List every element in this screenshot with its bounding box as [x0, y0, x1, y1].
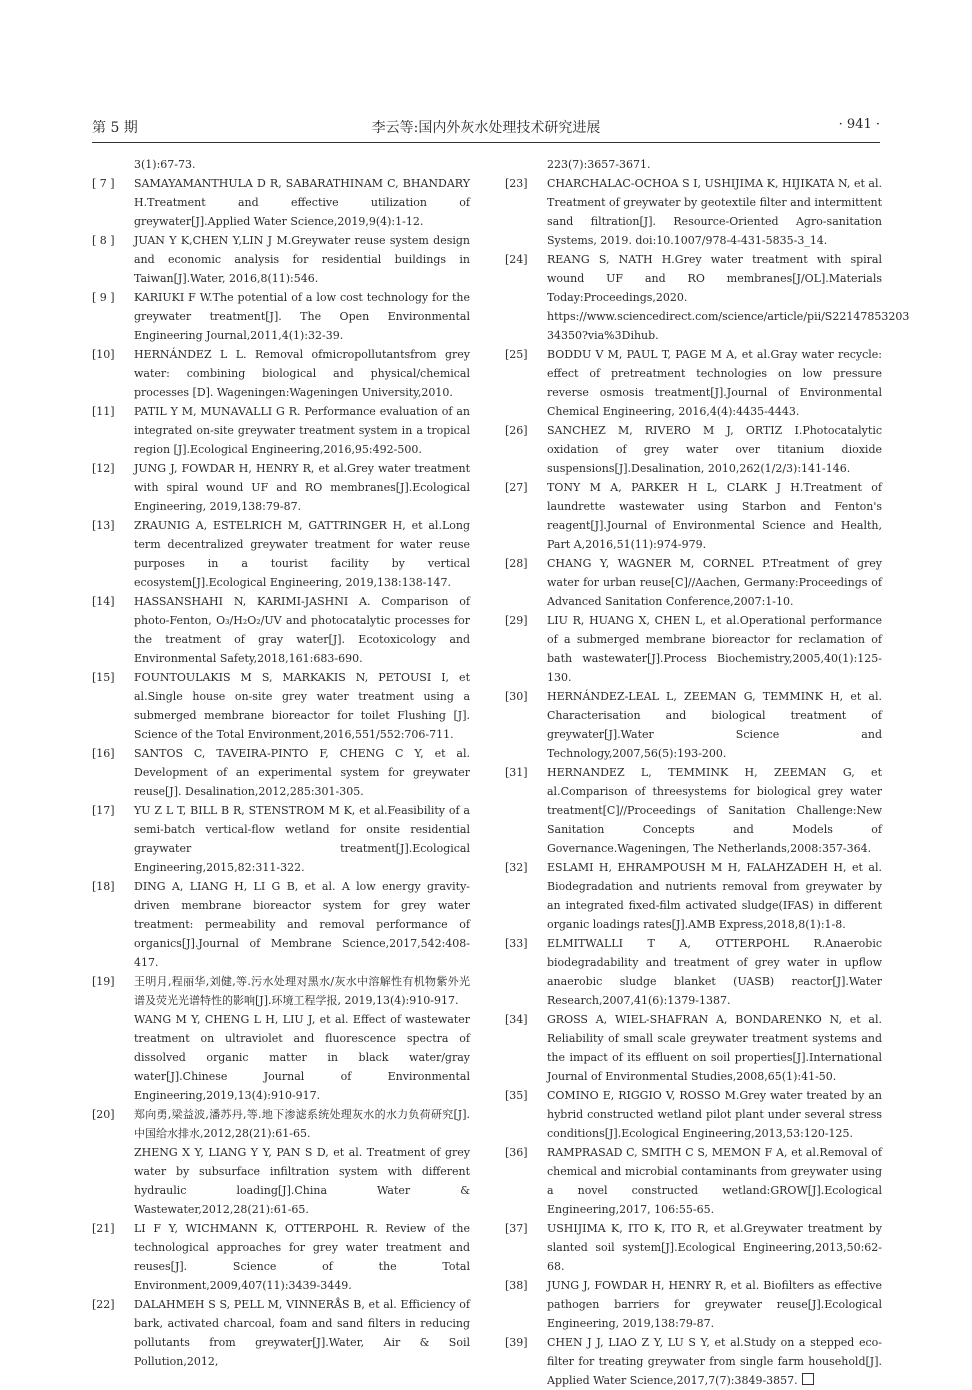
reference-translation: WANG M Y, CHENG L H, LIU J, et al. Effect of wastewater treatment on ultraviolet and fluorescence spectra of dissolved organic matter in black water/gray water[J].Chinese Journal of Environmental Engineering,2019,13(4):910-917. [134, 1013, 470, 1102]
reference-list-left [92, 174, 470, 1371]
reference-text: REANG S, NATH H.Grey water treatment with spiral wound UF and RO membranes[J/OL].Materials Today:Proceedings,2020. https://www.sciencedirect.com/science/article/pii/S22147853203 34350?via%3Dihub. [547, 253, 910, 342]
reference-number: [20] [92, 1108, 115, 1121]
reference-text: GROSS A, WIEL-SHAFRAN A, BONDARENKO N, et al. Reliability of small scale greywater treatment systems and the impact of its effluent on soil properties[J].International Journal of Environmental Studies,2008,65(1):41-50. [547, 1013, 882, 1083]
reference-item [92, 231, 470, 288]
reference-text: USHIJIMA K, ITO K, ITO R, et al.Greywater treatment by slanted soil system[J].Ecological Engineering,2013,50:62-68. [547, 1222, 882, 1273]
reference-text: LI F Y, WICHMANN K, OTTERPOHL R. Review of the technological approaches for grey water treatment and reuses[J]. Science of the Total Environment,2009,407(11):3439-3449. [134, 1222, 470, 1292]
reference-number: [34] [505, 1013, 528, 1026]
reference-item [505, 934, 882, 1010]
reference-text: HASSANSHAHI N, KARIMI-JASHNI A. Comparison of photo-Fenton, O₃/H₂O₂/UV and photocatalytic processes for the treatment of gray water[J]. Ecotoxicology and Environmental Safety,2018,161:683-690. [134, 595, 470, 665]
reference-item [92, 877, 470, 972]
reference-number: [29] [505, 614, 528, 627]
reference-number: [28] [505, 557, 528, 570]
reference-translation: ZHENG X Y, LIANG Y Y, PAN S D, et al. Treatment of grey water by subsurface infiltration system with different hydraulic loading[J].China Water & Wastewater,2012,28(21):61-65. [134, 1146, 470, 1216]
reference-item [505, 1010, 882, 1086]
reference-text: CHANG Y, WAGNER M, CORNEL P.Treatment of grey water for urban reuse[C]//Aachen, Germany:Proceedings of Advanced Sanitation Conference,2007:1-10. [547, 557, 882, 608]
reference-number: [ 9 ] [92, 291, 115, 304]
reference-item [92, 592, 470, 668]
reference-item [92, 174, 470, 231]
reference-item [92, 516, 470, 592]
reference-item [505, 858, 882, 934]
reference-text: TONY M A, PARKER H L, CLARK J H.Treatment of laundrette wastewater using Starbon and Fenton's reagent[J].Journal of Environmental Science and Health, Part A,2016,51(11):974-979. [547, 481, 882, 551]
page-header [92, 117, 880, 139]
issue-number: 第 5 期 [92, 120, 138, 136]
page-number: · 941 · [838, 117, 880, 132]
reference-number: [19] [92, 975, 115, 988]
reference-text: SANTOS C, TAVEIRA-PINTO F, CHENG C Y, et al. Development of an experimental system for greywater reuse[J]. Desalination,2012,285:301-305. [134, 747, 470, 798]
reference-number: [16] [92, 747, 115, 760]
reference-number: [35] [505, 1089, 528, 1102]
reference-number: [14] [92, 595, 115, 608]
reference-item [505, 1333, 882, 1390]
reference-number: [36] [505, 1146, 528, 1159]
reference-item [505, 1219, 882, 1276]
reference-number: [30] [505, 690, 528, 703]
reference-number: [15] [92, 671, 115, 684]
reference-text: BODDU V M, PAUL T, PAGE M A, et al.Gray water recycle: effect of pretreatment technologies on low pressure reverse osmosis treatment[J].Journal of Environmental Chemical Engineering, 2016,4(4):4435-4443. [547, 348, 882, 418]
reference-item [92, 402, 470, 459]
reference-item [92, 1219, 470, 1295]
reference-item [505, 1086, 882, 1143]
reference-item [505, 1276, 882, 1333]
header-rule [92, 142, 880, 143]
reference-item [92, 459, 470, 516]
reference-text: KARIUKI F W.The potential of a low cost technology for the greywater treatment[J]. The Open Environmental Engineering Journal,2011,4(1):32-39. [134, 291, 470, 342]
reference-text: HERNÁNDEZ-LEAL L, ZEEMAN G, TEMMINK H, et al. Characterisation and biological treatment of greywater[J].Water Science and Technology,2007,56(5):193-200. [547, 690, 882, 760]
reference-text: CHARCHALAC-OCHOA S I, USHIJIMA K, HIJIKATA N, et al. Treatment of greywater by geotextile filter and intermittent sand filtration[J]. Resource-Oriented Agro-sanitation Systems, 2019. doi:10.1007/978-4-431-5835-3_14. [547, 177, 882, 247]
reference-list-right [505, 174, 910, 1390]
reference-text: JUAN Y K,CHEN Y,LIN J M.Greywater reuse system design and economic analysis for residential buildings in Taiwan[J].Water, 2016,8(11):546. [134, 234, 470, 285]
reference-number: [17] [92, 804, 115, 817]
reference-item [92, 288, 470, 345]
reference-text: JUNG J, FOWDAR H, HENRY R, et al.Grey water treatment with spiral wound UF and RO membranes[J].Ecological Engineering, 2019,138:79-87. [134, 462, 470, 513]
reference-number: [32] [505, 861, 528, 874]
right-column [505, 155, 910, 1390]
reference-number: [39] [505, 1336, 528, 1349]
reference-item [505, 1143, 882, 1219]
reference-item [505, 250, 910, 345]
reference-text: YU Z L T, BILL B R, STENSTROM M K, et al.Feasibility of a semi-batch vertical-flow wetland for onsite residential graywater treatment[J].Ecological Engineering,2015,82:311-322. [134, 804, 470, 874]
reference-item [92, 801, 470, 877]
reference-text: PATIL Y M, MUNAVALLI G R. Performance evaluation of an integrated on-site greywater treatment system in a tropical region [J].Ecological Engineering,2016,95:492-500. [134, 405, 470, 456]
reference-number: [27] [505, 481, 528, 494]
reference-item [92, 668, 470, 744]
reference-text: DING A, LIANG H, LI G B, et al. A low energy gravity-driven membrane bioreactor system for grey water treatment: permeability and removal performance of organics[J].Journal of Membrane Science,2017,542:408-417. [134, 880, 470, 969]
reference-continuation: 3(1):67-73. [134, 158, 196, 171]
reference-item [92, 972, 470, 1105]
reference-number: [22] [92, 1298, 115, 1311]
reference-text: SAMAYAMANTHULA D R, SABARATHINAM C, BHANDARY H.Treatment and effective utilization of greywater[J].Applied Water Science,2019,9(4):1-12. [134, 177, 470, 228]
reference-text: ESLAMI H, EHRAMPOUSH M H, FALAHZADEH H, et al. Biodegradation and nutrients removal from greywater by an integrated fixed-film activated sludge(IFAS) in different organic loadings rates[J].AMB Express,2018,8(1):1-8. [547, 861, 882, 931]
reference-number: [26] [505, 424, 528, 437]
reference-number: [25] [505, 348, 528, 361]
reference-item [505, 763, 882, 858]
reference-item [505, 174, 882, 250]
reference-text: 郑向勇,梁益波,潘苏丹,等.地下渗滤系统处理灰水的水力负荷研究[J].中国给水排水,2012,28(21):61-65. [134, 1108, 470, 1140]
reference-text: RAMPRASAD C, SMITH C S, MEMON F A, et al.Removal of chemical and microbial contaminants from greywater using a novel constructed wetland:GROW[J].Ecological Engineering,2017, 106:55-65. [547, 1146, 882, 1216]
reference-item [505, 554, 882, 611]
reference-number: [13] [92, 519, 115, 532]
reference-text: JUNG J, FOWDAR H, HENRY R, et al. Biofilters as effective pathogen barriers for greywater reuse[J].Ecological Engineering, 2019,138:79-87. [547, 1279, 882, 1330]
left-column [92, 155, 470, 1371]
reference-text: 王明月,程丽华,刘健,等.污水处理对黑水/灰水中溶解性有机物紫外光谱及荧光光谱特性的影响[J].环境工程学报, 2019,13(4):910-917. [134, 975, 470, 1007]
reference-text: COMINO E, RIGGIO V, ROSSO M.Grey water treated by an hybrid constructed wetland pilot plant under several stress conditions[J].Ecological Engineering,2013,53:120-125. [547, 1089, 882, 1140]
reference-text: SANCHEZ M, RIVERO M J, ORTIZ I.Photocatalytic oxidation of grey water over titanium dioxide suspensions[J].Desalination, 2010,262(1/2/3):141-146. [547, 424, 882, 475]
reference-item [92, 744, 470, 801]
reference-item [505, 687, 882, 763]
reference-number: [31] [505, 766, 528, 779]
reference-text: HERNANDEZ L, TEMMINK H, ZEEMAN G, et al.Comparison of threesystems for biological grey water treatment[C]//Proceedings of Sanitation Challenge:New Sanitation Concepts and Models of Governance.Wageningen, The Netherlands,2008:357-364. [547, 766, 882, 855]
reference-item [505, 478, 882, 554]
reference-text: HERNÁNDEZ L L. Removal ofmicropollutantsfrom grey water: combining biological and physical/chemical processes [D]. Wageningen:Wageningen University,2010. [134, 348, 470, 399]
reference-item [92, 1105, 470, 1219]
reference-number: [23] [505, 177, 528, 190]
reference-number: [33] [505, 937, 528, 950]
reference-text: CHEN J J, LIAO Z Y, LU S Y, et al.Study on a stepped eco-filter for treating greywater from single farm household[J]. Applied Water Science,2017,7(7):3849-3857. [547, 1336, 882, 1387]
reference-number: [11] [92, 405, 115, 418]
reference-text: LIU R, HUANG X, CHEN L, et al.Operational performance of a submerged membrane bioreactor for reclamation of bath wastewater[J].Process Biochemistry,2005,40(1):125-130. [547, 614, 882, 684]
reference-item [92, 345, 470, 402]
reference-item [505, 611, 882, 687]
reference-item [505, 421, 882, 478]
reference-number: [ 7 ] [92, 177, 115, 190]
reference-text: ZRAUNIG A, ESTELRICH M, GATTRINGER H, et al.Long term decentralized greywater treatment for water reuse purposes in a tourist facility by vertical ecosystem[J].Ecological Engineering, 2019,138:138-147. [134, 519, 470, 589]
reference-item [505, 345, 882, 421]
reference-continuation: 223(7):3657-3671. [547, 158, 651, 171]
reference-number: [37] [505, 1222, 528, 1235]
reference-number: [38] [505, 1279, 528, 1292]
reference-text: FOUNTOULAKIS M S, MARKAKIS N, PETOUSI I, et al.Single house on-site grey water treatment using a submerged membrane bioreactor for toilet Flushing [J]. Science of the Total Environment,2016,551/552:706-711. [134, 671, 470, 741]
reference-number: [18] [92, 880, 115, 893]
reference-number: [21] [92, 1222, 115, 1235]
reference-item [92, 1295, 470, 1371]
running-title: 李云等:国内外灰水处理技术研究进展 [371, 120, 601, 136]
reference-text: DALAHMEH S S, PELL M, VINNERÅS B, et al. Efficiency of bark, activated charcoal, foam and sand filters in reducing pollutants from greywater[J].Water, Air & Soil Pollution,2012, [134, 1298, 470, 1368]
reference-number: [10] [92, 348, 115, 361]
reference-number: [24] [505, 253, 528, 266]
reference-text: ELMITWALLI T A, OTTERPOHL R.Anaerobic biodegradability and treatment of grey water in upflow anaerobic sludge blanket (UASB) reactor[J].Water Research,2007,41(6):1379-1387. [547, 937, 882, 1007]
reference-number: [12] [92, 462, 115, 475]
reference-number: [ 8 ] [92, 234, 115, 247]
